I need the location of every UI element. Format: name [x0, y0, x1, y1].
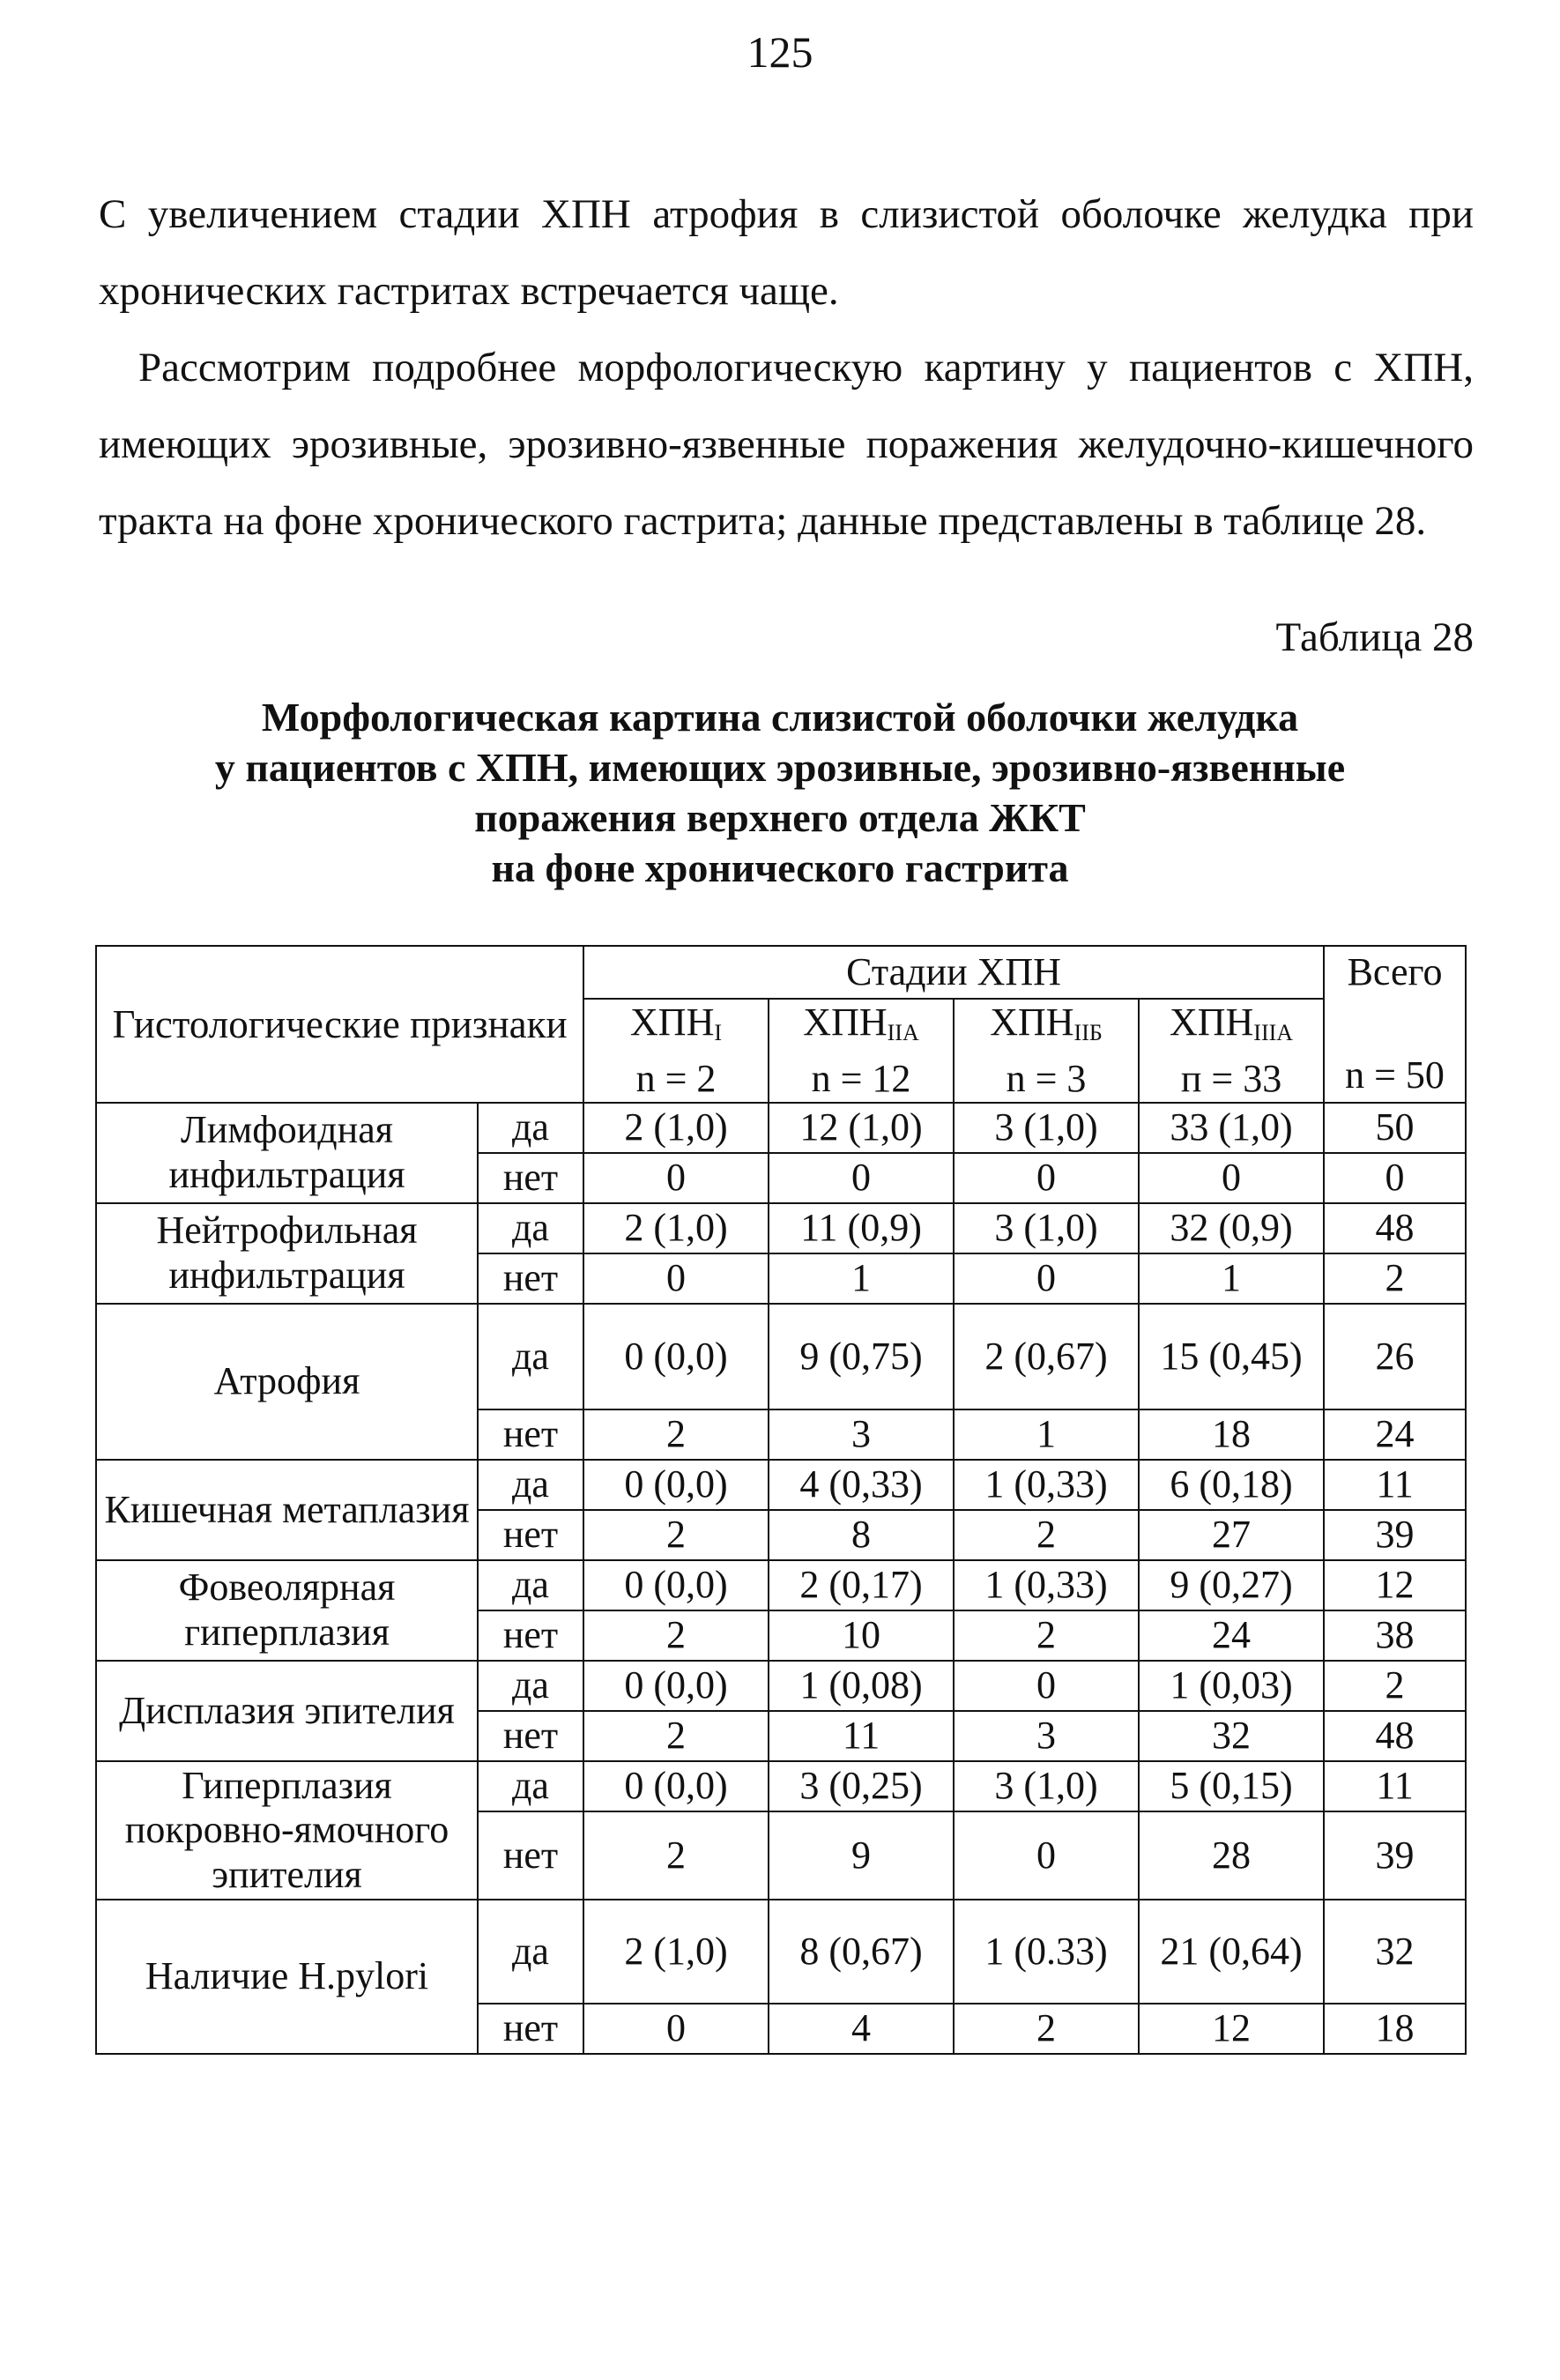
- body-text: [99, 176, 1474, 560]
- answer-cell: да: [478, 1761, 583, 1811]
- value-cell: 32: [1324, 1900, 1466, 2004]
- table-row: [96, 1560, 1466, 1610]
- value-cell: 9 (0,27): [1139, 1560, 1324, 1610]
- answer-cell: да: [478, 1203, 583, 1253]
- paragraph-2-line-3: тракта на фоне хронического гастрита; данные представлены в таблице 28.: [99, 498, 1427, 544]
- value-cell: 18: [1139, 1409, 1324, 1460]
- value-cell: 0: [583, 2004, 769, 2054]
- value-cell: 8: [769, 1510, 954, 1560]
- caption-line: у пациентов с ХПН, имеющих эрозивные, эрозивно-язвенные: [214, 745, 1346, 790]
- value-cell: 2 (0,67): [954, 1304, 1139, 1409]
- value-cell: 2: [583, 1610, 769, 1661]
- sign-name: Дисплазия эпителия: [96, 1661, 478, 1761]
- sign-name: Атрофия: [96, 1304, 478, 1460]
- paragraph-2-line-1: Рассмотрим подробнее морфологическую картину у пациентов с ХПН,: [138, 345, 1474, 390]
- answer-cell: нет: [478, 1811, 583, 1900]
- value-cell: 0: [769, 1153, 954, 1203]
- value-cell: 0 (0,0): [583, 1661, 769, 1711]
- value-cell: 1 (0,33): [954, 1560, 1139, 1610]
- page-number: 125: [747, 27, 813, 77]
- value-cell: 3: [769, 1409, 954, 1460]
- header-stage-col: $ХПН_{IIБ}$ n = 3: [954, 999, 1139, 1103]
- value-cell: 3 (1,0): [954, 1203, 1139, 1253]
- value-cell: 50: [1324, 1103, 1466, 1153]
- answer-cell: да: [478, 1103, 583, 1153]
- value-cell: 2: [583, 1811, 769, 1900]
- value-cell: 32: [1139, 1711, 1324, 1761]
- value-cell: 38: [1324, 1610, 1466, 1661]
- sign-name: Наличие H.pylori: [96, 1900, 478, 2054]
- value-cell: 1: [954, 1409, 1139, 1460]
- header-stage-col: $ХПН_I$ n = 2: [583, 999, 769, 1103]
- answer-cell: да: [478, 1460, 583, 1510]
- sign-name: Нейтрофильная инфильтрация: [96, 1203, 478, 1304]
- value-cell: 11 (0,9): [769, 1203, 954, 1253]
- answer-cell: нет: [478, 1510, 583, 1560]
- answer-cell: нет: [478, 1409, 583, 1460]
- value-cell: 48: [1324, 1711, 1466, 1761]
- table-label: Таблица 28: [1275, 614, 1474, 660]
- value-cell: 48: [1324, 1203, 1466, 1253]
- value-cell: 26: [1324, 1304, 1466, 1409]
- answer-cell: нет: [478, 1610, 583, 1661]
- caption-line: Морфологическая картина слизистой оболочки желудка: [261, 695, 1299, 740]
- value-cell: 0: [954, 1153, 1139, 1203]
- value-cell: 0 (0,0): [583, 1560, 769, 1610]
- value-cell: 2 (1,0): [583, 1103, 769, 1153]
- sign-name: Фовеолярная гиперплазия: [96, 1560, 478, 1661]
- table-row: [96, 1661, 1466, 1711]
- value-cell: 0: [954, 1661, 1139, 1711]
- value-cell: 12: [1324, 1560, 1466, 1610]
- value-cell: 24: [1139, 1610, 1324, 1661]
- value-cell: 15 (0,45): [1139, 1304, 1324, 1409]
- table-caption: [0, 692, 1560, 893]
- value-cell: 0 (0,0): [583, 1460, 769, 1510]
- value-cell: 3 (1,0): [954, 1761, 1139, 1811]
- answer-cell: да: [478, 1661, 583, 1711]
- value-cell: 10: [769, 1610, 954, 1661]
- value-cell: 21 (0,64): [1139, 1900, 1324, 2004]
- value-cell: 8 (0,67): [769, 1900, 954, 2004]
- value-cell: 11: [769, 1711, 954, 1761]
- paragraph-1-line-1: С увеличением стадии ХПН атрофия в слизистой оболочке желудка при: [99, 191, 1474, 237]
- header-signs: Гистологические признаки: [96, 946, 583, 1103]
- value-cell: 11: [1324, 1460, 1466, 1510]
- value-cell: 2: [954, 1510, 1139, 1560]
- value-cell: 9: [769, 1811, 954, 1900]
- value-cell: 0: [1139, 1153, 1324, 1203]
- table-row: [96, 1761, 1466, 1811]
- sign-name: Кишечная метаплазия: [96, 1460, 478, 1560]
- value-cell: 24: [1324, 1409, 1466, 1460]
- table-row: [96, 1304, 1466, 1409]
- value-cell: 2 (0,17): [769, 1560, 954, 1610]
- answer-cell: нет: [478, 2004, 583, 2054]
- answer-cell: да: [478, 1900, 583, 2004]
- header-stage-col: $ХПН_{IIA}$ n = 12: [769, 999, 954, 1103]
- header-stage-col: $ХПН_{IIIA}$ п = 33: [1139, 999, 1324, 1103]
- value-cell: 12: [1139, 2004, 1324, 2054]
- table-row: [96, 1103, 1466, 1153]
- answer-cell: да: [478, 1304, 583, 1409]
- answer-cell: да: [478, 1560, 583, 1610]
- value-cell: 0: [583, 1253, 769, 1304]
- table-row: [96, 1460, 1466, 1510]
- value-cell: 0: [583, 1153, 769, 1203]
- value-cell: 3: [954, 1711, 1139, 1761]
- value-cell: 2: [583, 1510, 769, 1560]
- value-cell: 39: [1324, 1510, 1466, 1560]
- value-cell: 2: [583, 1409, 769, 1460]
- value-cell: 0: [954, 1811, 1139, 1900]
- value-cell: 28: [1139, 1811, 1324, 1900]
- value-cell: 32 (0,9): [1139, 1203, 1324, 1253]
- value-cell: 6 (0,18): [1139, 1460, 1324, 1510]
- value-cell: 11: [1324, 1761, 1466, 1811]
- value-cell: 0 (0,0): [583, 1304, 769, 1409]
- table-row: [96, 1203, 1466, 1253]
- header-total: Всего: [1324, 946, 1466, 999]
- value-cell: 2 (1,0): [583, 1203, 769, 1253]
- value-cell: 27: [1139, 1510, 1324, 1560]
- value-cell: 1 (0,33): [954, 1460, 1139, 1510]
- header-stages: Стадии ХПН: [583, 946, 1324, 999]
- value-cell: 0: [954, 1253, 1139, 1304]
- sign-name: Лимфоидная инфильтрация: [96, 1103, 478, 1203]
- table-row: [96, 1900, 1466, 2004]
- value-cell: 5 (0,15): [1139, 1761, 1324, 1811]
- value-cell: 1 (0.33): [954, 1900, 1139, 2004]
- value-cell: 3 (0,25): [769, 1761, 954, 1811]
- value-cell: 18: [1324, 2004, 1466, 2054]
- answer-cell: нет: [478, 1711, 583, 1761]
- value-cell: 0: [1324, 1153, 1466, 1203]
- answer-cell: нет: [478, 1253, 583, 1304]
- morphology-table: [95, 945, 1467, 2055]
- caption-line: поражения верхнего отдела ЖКТ: [474, 795, 1086, 840]
- value-cell: 1: [769, 1253, 954, 1304]
- answer-cell: нет: [478, 1153, 583, 1203]
- value-cell: 9 (0,75): [769, 1304, 954, 1409]
- value-cell: 2: [954, 2004, 1139, 2054]
- value-cell: 2: [954, 1610, 1139, 1661]
- header-total-n: n = 50: [1324, 999, 1466, 1103]
- value-cell: 3 (1,0): [954, 1103, 1139, 1153]
- paragraph-1-line-2: хронических гастритах встречается чаще.: [99, 268, 839, 314]
- paragraph-2-line-2: имеющих эрозивные, эрозивно-язвенные поражения желудочно-кишечного: [99, 421, 1474, 467]
- value-cell: 2 (1,0): [583, 1900, 769, 2004]
- value-cell: 33 (1,0): [1139, 1103, 1324, 1153]
- value-cell: 4: [769, 2004, 954, 2054]
- value-cell: 1 (0,08): [769, 1661, 954, 1711]
- sign-name: Гиперплазия покровно-ямочного эпителия: [96, 1761, 478, 1900]
- value-cell: 2: [1324, 1253, 1466, 1304]
- value-cell: 12 (1,0): [769, 1103, 954, 1153]
- value-cell: 2: [583, 1711, 769, 1761]
- value-cell: 2: [1324, 1661, 1466, 1711]
- value-cell: 1: [1139, 1253, 1324, 1304]
- value-cell: 0 (0,0): [583, 1761, 769, 1811]
- caption-line: на фоне хронического гастрита: [491, 845, 1069, 890]
- value-cell: 1 (0,03): [1139, 1661, 1324, 1711]
- value-cell: 39: [1324, 1811, 1466, 1900]
- value-cell: 4 (0,33): [769, 1460, 954, 1510]
